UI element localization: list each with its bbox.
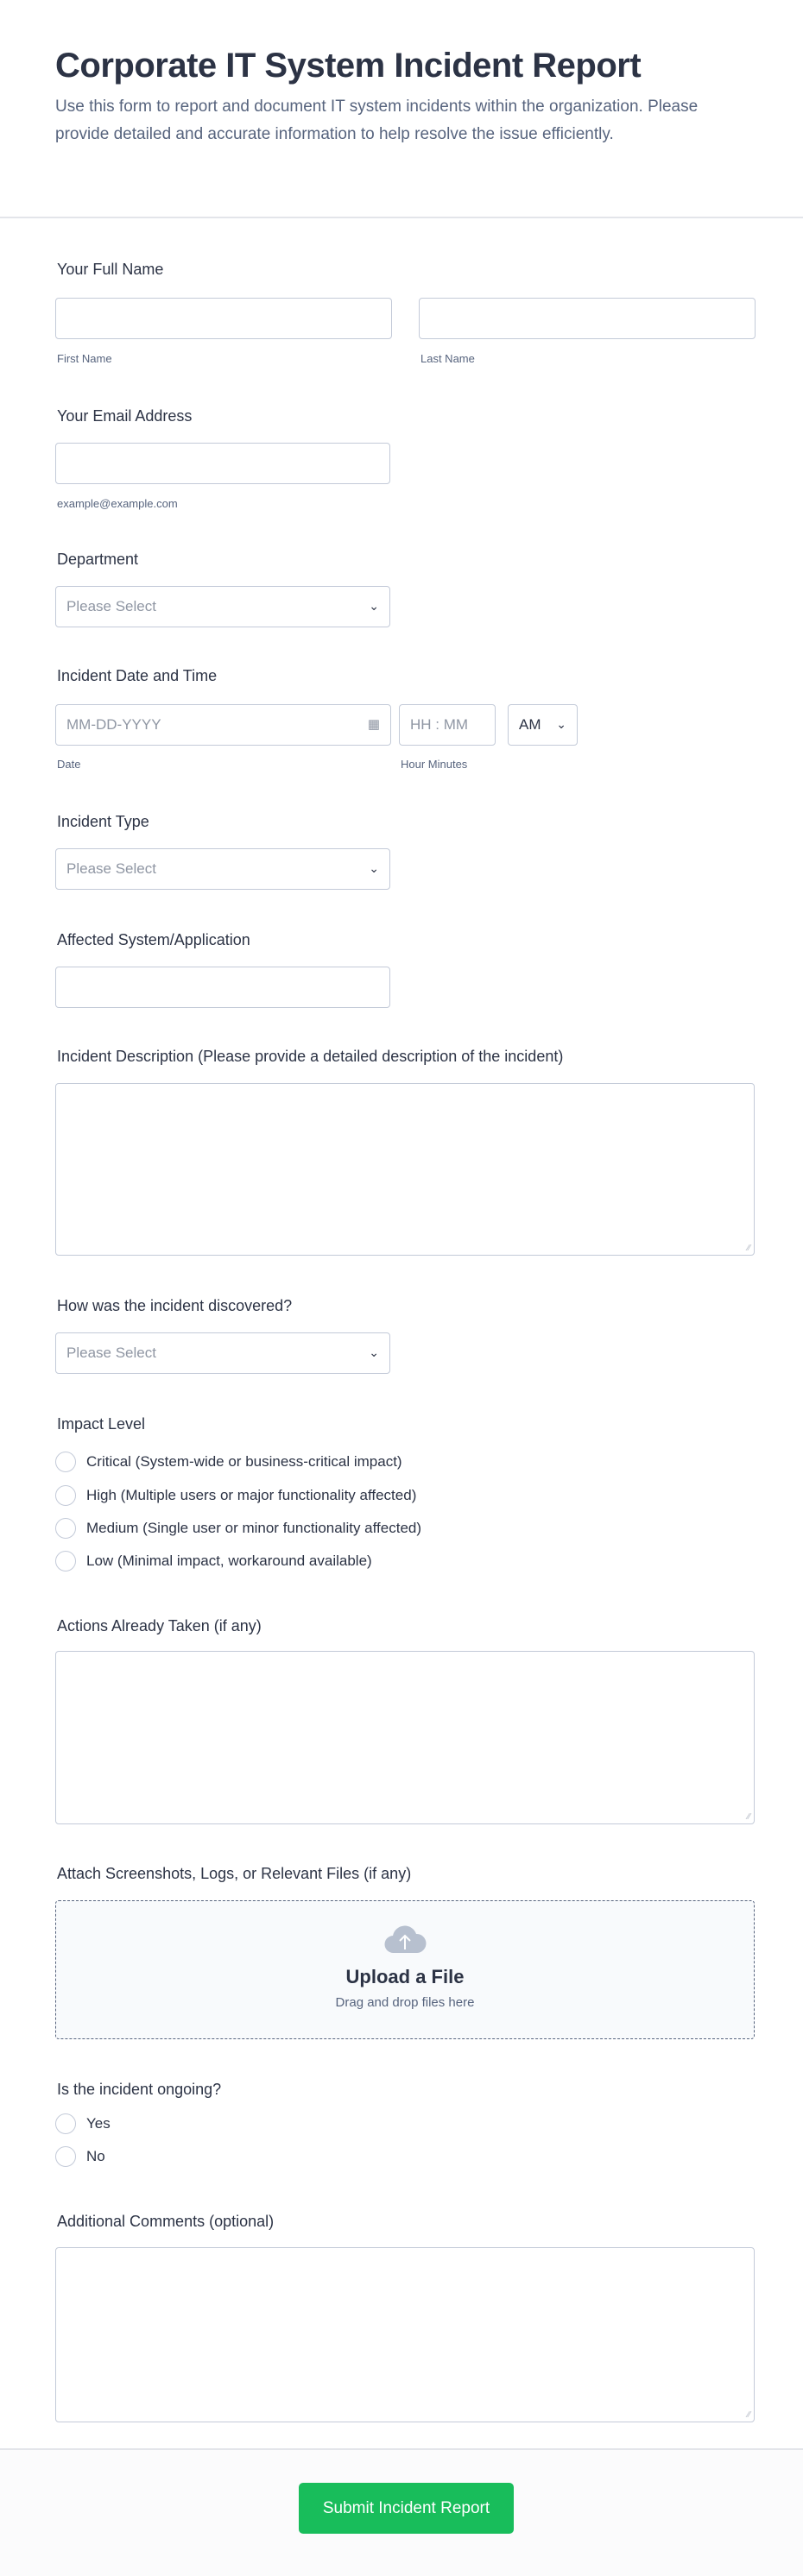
ongoing-option-no[interactable]: [55, 2146, 105, 2167]
discovered-label: How was the incident discovered?: [57, 1297, 293, 1314]
additional-comments-textarea[interactable]: [55, 2247, 755, 2422]
ampm-value: AM: [519, 716, 541, 733]
header-divider: [0, 217, 803, 218]
resize-handle-icon[interactable]: ∕∕: [747, 1812, 750, 1822]
radio-button[interactable]: [55, 1551, 76, 1571]
impact-option-low[interactable]: [55, 1551, 372, 1571]
radio-button[interactable]: [55, 1452, 76, 1472]
full-name-label: Your Full Name: [57, 261, 164, 278]
page-description: Use this form to report and document IT system incidents within the organization. Please provide detailed and accurate information to help resolve the issue efficiently.: [55, 98, 699, 143]
department-label: Department: [57, 551, 139, 568]
radio-label: Low (Minimal impact, workaround available): [86, 1553, 372, 1569]
radio-button[interactable]: [55, 1518, 76, 1539]
department-placeholder: Please Select: [66, 598, 156, 614]
attach-files-label: Attach Screenshots, Logs, or Relevant Files (if any): [57, 1865, 412, 1882]
actions-taken-textarea[interactable]: [55, 1651, 755, 1824]
additional-comments-label: Additional Comments (optional): [57, 2213, 275, 2230]
impact-option-critical[interactable]: [55, 1452, 402, 1472]
time-sublabel: Hour Minutes: [401, 758, 468, 771]
radio-label: High (Multiple users or major functionality affected): [86, 1487, 417, 1503]
affected-system-label: Affected System/Application: [57, 931, 250, 948]
submit-button[interactable]: Submit Incident Report: [299, 2483, 514, 2534]
chevron-down-icon: ⌄: [369, 1345, 379, 1359]
upload-hint: Drag and drop files here: [335, 1995, 475, 2010]
incident-type-label: Incident Type: [57, 813, 149, 830]
page-title: Corporate IT System Incident Report: [55, 47, 642, 85]
radio-button[interactable]: [55, 1485, 76, 1506]
impact-option-high[interactable]: [55, 1485, 416, 1506]
ongoing-label: Is the incident ongoing?: [57, 2081, 222, 2098]
radio-label: Critical (System-wide or business-critical impact): [86, 1453, 402, 1470]
discovered-placeholder: Please Select: [66, 1345, 156, 1361]
radio-label: Medium (Single user or minor functionality affected): [86, 1520, 422, 1536]
email-sublabel: example@example.com: [57, 497, 178, 510]
first-name-sublabel: First Name: [57, 352, 112, 365]
incident-type-select[interactable]: [55, 848, 390, 890]
date-sublabel: Date: [57, 758, 81, 771]
last-name-input[interactable]: [419, 298, 756, 339]
incident-datetime-label: Incident Date and Time: [57, 667, 218, 684]
actions-taken-label: Actions Already Taken (if any): [57, 1617, 262, 1634]
radio-button[interactable]: [55, 2113, 76, 2134]
calendar-icon[interactable]: ▦: [367, 717, 380, 732]
resize-handle-icon[interactable]: ∕∕: [747, 2410, 750, 2420]
chevron-down-icon: ⌄: [556, 717, 566, 731]
ampm-select[interactable]: [508, 704, 578, 746]
chevron-down-icon: ⌄: [369, 599, 379, 613]
time-placeholder: HH : MM: [410, 716, 469, 733]
ongoing-option-yes[interactable]: [55, 2113, 111, 2134]
last-name-sublabel: Last Name: [420, 352, 475, 365]
incident-description-label: Incident Description (Please provide a detailed description of the incident): [57, 1048, 564, 1065]
incident-type-placeholder: Please Select: [66, 860, 156, 877]
date-placeholder: MM-DD-YYYY: [66, 716, 161, 733]
department-select[interactable]: [55, 586, 390, 627]
affected-system-input[interactable]: [55, 967, 390, 1008]
time-input[interactable]: [399, 704, 496, 746]
radio-button[interactable]: [55, 2146, 76, 2167]
upload-title: Upload a File: [345, 1966, 465, 1987]
email-input[interactable]: [55, 443, 390, 484]
cloud-upload-icon: [383, 1924, 427, 1955]
date-input[interactable]: [55, 704, 391, 746]
impact-option-medium[interactable]: [55, 1518, 421, 1539]
discovered-select[interactable]: [55, 1332, 390, 1374]
radio-label: Yes: [86, 2115, 111, 2132]
email-label: Your Email Address: [57, 407, 193, 425]
footer-divider: [0, 2448, 803, 2450]
incident-description-textarea[interactable]: [55, 1083, 755, 1256]
impact-level-label: Impact Level: [57, 1415, 146, 1433]
file-upload-dropzone[interactable]: [55, 1900, 755, 2039]
radio-label: No: [86, 2148, 105, 2164]
resize-handle-icon[interactable]: ∕∕: [747, 1244, 750, 1253]
first-name-input[interactable]: [55, 298, 392, 339]
chevron-down-icon: ⌄: [369, 861, 379, 875]
